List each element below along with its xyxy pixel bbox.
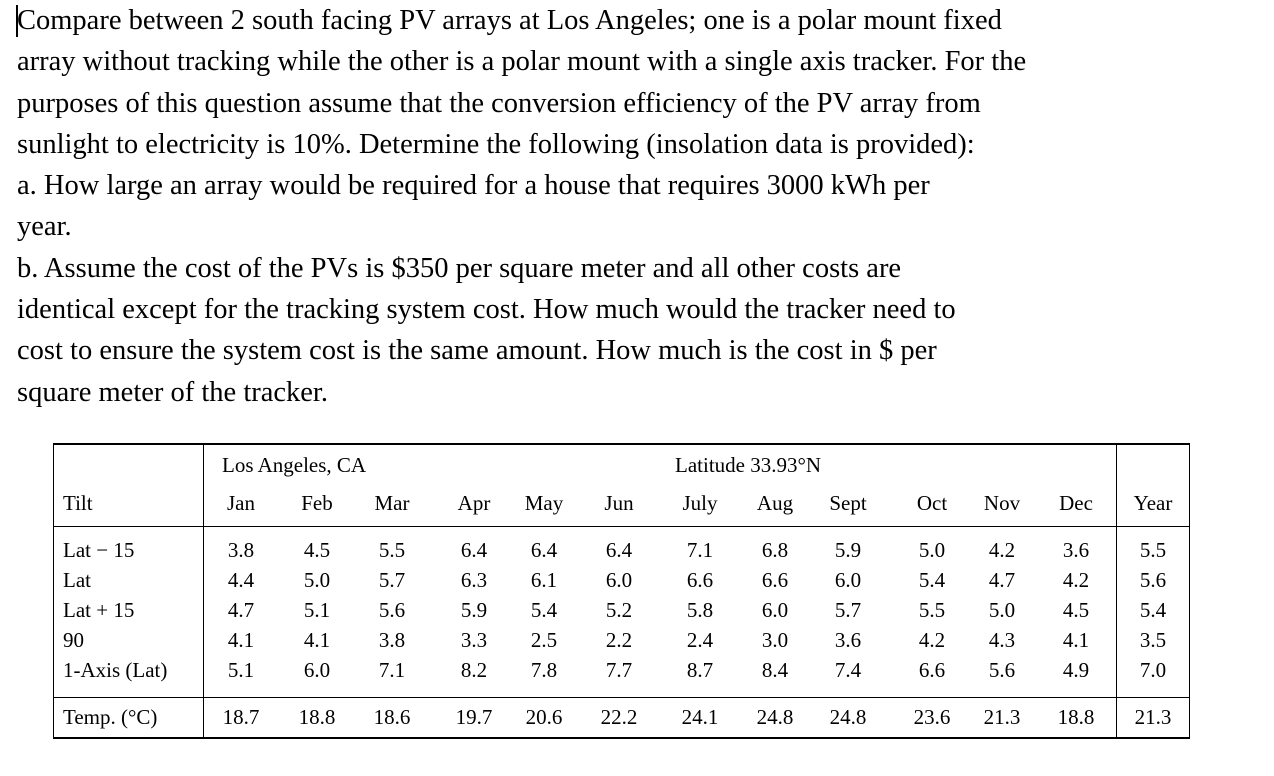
table-cell: 5.0	[988, 598, 1016, 622]
table-cell: 6.6	[686, 568, 714, 592]
row-label: 1-Axis (Lat)	[63, 658, 168, 682]
table-cell: 6.4	[460, 538, 488, 562]
table-cell: 6.0	[605, 568, 633, 592]
table-cell: 4.7	[988, 568, 1016, 592]
table-latitude: Latitude 33.93°N	[675, 453, 822, 477]
question-text	[17, 0, 1257, 413]
table-cell: 7.1	[686, 538, 714, 562]
table-cell: 4.4	[227, 568, 255, 592]
table-cell: 5.5	[1139, 538, 1167, 562]
table-divider	[1116, 443, 1117, 739]
table-cell: 7.0	[1139, 658, 1167, 682]
table-cell: 7.4	[834, 658, 862, 682]
table-cell: 5.8	[686, 598, 714, 622]
table-cell: 20.6	[525, 705, 563, 729]
table-cell: 5.6	[378, 598, 406, 622]
table-cell: 6.4	[530, 538, 558, 562]
column-header: May	[524, 491, 564, 515]
table-cell: 24.8	[756, 705, 794, 729]
table-cell: 5.1	[303, 598, 331, 622]
table-divider	[53, 526, 1190, 527]
table-border	[53, 737, 1190, 739]
table-cell: 3.8	[378, 628, 406, 652]
table-cell: 5.7	[378, 568, 406, 592]
question-line: Compare between 2 south facing PV arrays at Los Angeles; one is a polar mount fixed	[17, 5, 1002, 36]
table-cell: 5.4	[1139, 598, 1167, 622]
question-line: sunlight to electricity is 10%. Determine the following (insolation data is provided):	[17, 128, 975, 160]
table-cell: 4.1	[303, 628, 331, 652]
column-header: Feb	[301, 491, 333, 515]
table-cell: 3.0	[761, 628, 789, 652]
table-cell: 6.0	[834, 568, 862, 592]
question-line: square meter of the tracker.	[17, 376, 328, 408]
column-header: Dec	[1059, 491, 1093, 515]
table-cell: 5.7	[834, 598, 862, 622]
table-cell: 5.6	[988, 658, 1016, 682]
table-divider	[53, 697, 1190, 698]
table-cell: 4.2	[918, 628, 946, 652]
table-cell: 18.8	[1057, 705, 1095, 729]
table-cell: 4.5	[1062, 598, 1090, 622]
column-header: Nov	[983, 491, 1021, 515]
table-cell: 4.5	[303, 538, 331, 562]
table-cell: 5.6	[1139, 568, 1167, 592]
table-divider	[203, 443, 204, 739]
table-cell: 5.1	[227, 658, 255, 682]
column-header: Jun	[604, 491, 634, 515]
table-cell: 23.6	[913, 705, 951, 729]
table-cell: 21.3	[983, 705, 1021, 729]
table-cell: 5.5	[378, 538, 406, 562]
table-border	[53, 443, 1190, 445]
table-cell: 5.0	[303, 568, 331, 592]
table-cell: 3.6	[1062, 538, 1090, 562]
table-cell: 8.4	[761, 658, 789, 682]
table-cell: 4.1	[1062, 628, 1090, 652]
table-cell: 24.1	[681, 705, 719, 729]
table-cell: 22.2	[600, 705, 638, 729]
column-header: Apr	[457, 491, 491, 515]
table-cell: 3.8	[227, 538, 255, 562]
question-line: year.	[17, 211, 72, 243]
table-cell: 18.6	[373, 705, 411, 729]
row-label: Lat + 15	[63, 598, 135, 622]
table-cell: 24.8	[829, 705, 867, 729]
table-cell: 19.7	[455, 705, 493, 729]
question-line: cost to ensure the system cost is the same amount. How much is the cost in $ per	[17, 335, 937, 367]
table-cell: 4.9	[1062, 658, 1090, 682]
column-header: Sept	[829, 491, 867, 515]
table-cell: 4.2	[988, 538, 1016, 562]
column-header: Oct	[916, 491, 948, 515]
table-cell: 6.0	[761, 598, 789, 622]
table-cell: 5.2	[605, 598, 633, 622]
table-cell: 5.0	[918, 538, 946, 562]
table-cell: 7.7	[605, 658, 633, 682]
table-cell: 18.8	[298, 705, 336, 729]
table-cell: 3.5	[1139, 628, 1167, 652]
table-cell: 5.9	[834, 538, 862, 562]
table-cell: 4.3	[988, 628, 1016, 652]
question-line: identical except for the tracking system cost. How much would the tracker need to	[17, 294, 956, 326]
table-cell: 6.0	[303, 658, 331, 682]
table-cell: 6.4	[605, 538, 633, 562]
table-cell: 7.1	[378, 658, 406, 682]
table-cell: 3.6	[834, 628, 862, 652]
table-cell: 3.3	[460, 628, 488, 652]
question-line: array without tracking while the other is a polar mount with a single axis tracker. For the	[17, 46, 1027, 78]
table-location: Los Angeles, CA	[222, 453, 367, 477]
table-cell: 6.3	[460, 568, 488, 592]
table-cell: 21.3	[1134, 705, 1172, 729]
column-header: Aug	[756, 491, 794, 515]
table-cell: 18.7	[222, 705, 260, 729]
table-cell: 2.2	[605, 628, 633, 652]
table-cell: 7.8	[530, 658, 558, 682]
table-border	[53, 443, 54, 739]
table-cell: 6.8	[761, 538, 789, 562]
table-border	[1189, 443, 1190, 739]
table-cell: 5.4	[530, 598, 558, 622]
row-label: Temp. (°C)	[63, 705, 158, 729]
column-header: July	[682, 491, 718, 515]
table-cell: 6.6	[761, 568, 789, 592]
table-cell: 5.9	[460, 598, 488, 622]
row-label: 90	[63, 628, 84, 652]
table-cell: 5.5	[918, 598, 946, 622]
table-cell: 6.6	[918, 658, 946, 682]
table-cell: 2.5	[530, 628, 558, 652]
row-label: Lat	[63, 568, 91, 592]
table-cell: 5.4	[918, 568, 946, 592]
tilt-header: Tilt	[63, 491, 93, 515]
table-cell: 8.7	[686, 658, 714, 682]
column-header: Jan	[227, 491, 255, 515]
question-line: purposes of this question assume that the conversion efficiency of the PV array from	[17, 87, 981, 119]
row-label: Lat − 15	[63, 538, 135, 562]
column-header: Mar	[374, 491, 410, 515]
table-cell: 4.1	[227, 628, 255, 652]
table-cell: 2.4	[686, 628, 714, 652]
column-header: Year	[1133, 491, 1173, 515]
table-cell: 4.2	[1062, 568, 1090, 592]
insolation-table	[53, 443, 1190, 739]
table-cell: 8.2	[460, 658, 488, 682]
question-line: a. How large an array would be required for a house that requires 3000 kWh per	[17, 170, 930, 202]
question-line: b. Assume the cost of the PVs is $350 per square meter and all other costs are	[17, 252, 902, 284]
table-cell: 4.7	[227, 598, 255, 622]
table-cell: 6.1	[530, 568, 558, 592]
